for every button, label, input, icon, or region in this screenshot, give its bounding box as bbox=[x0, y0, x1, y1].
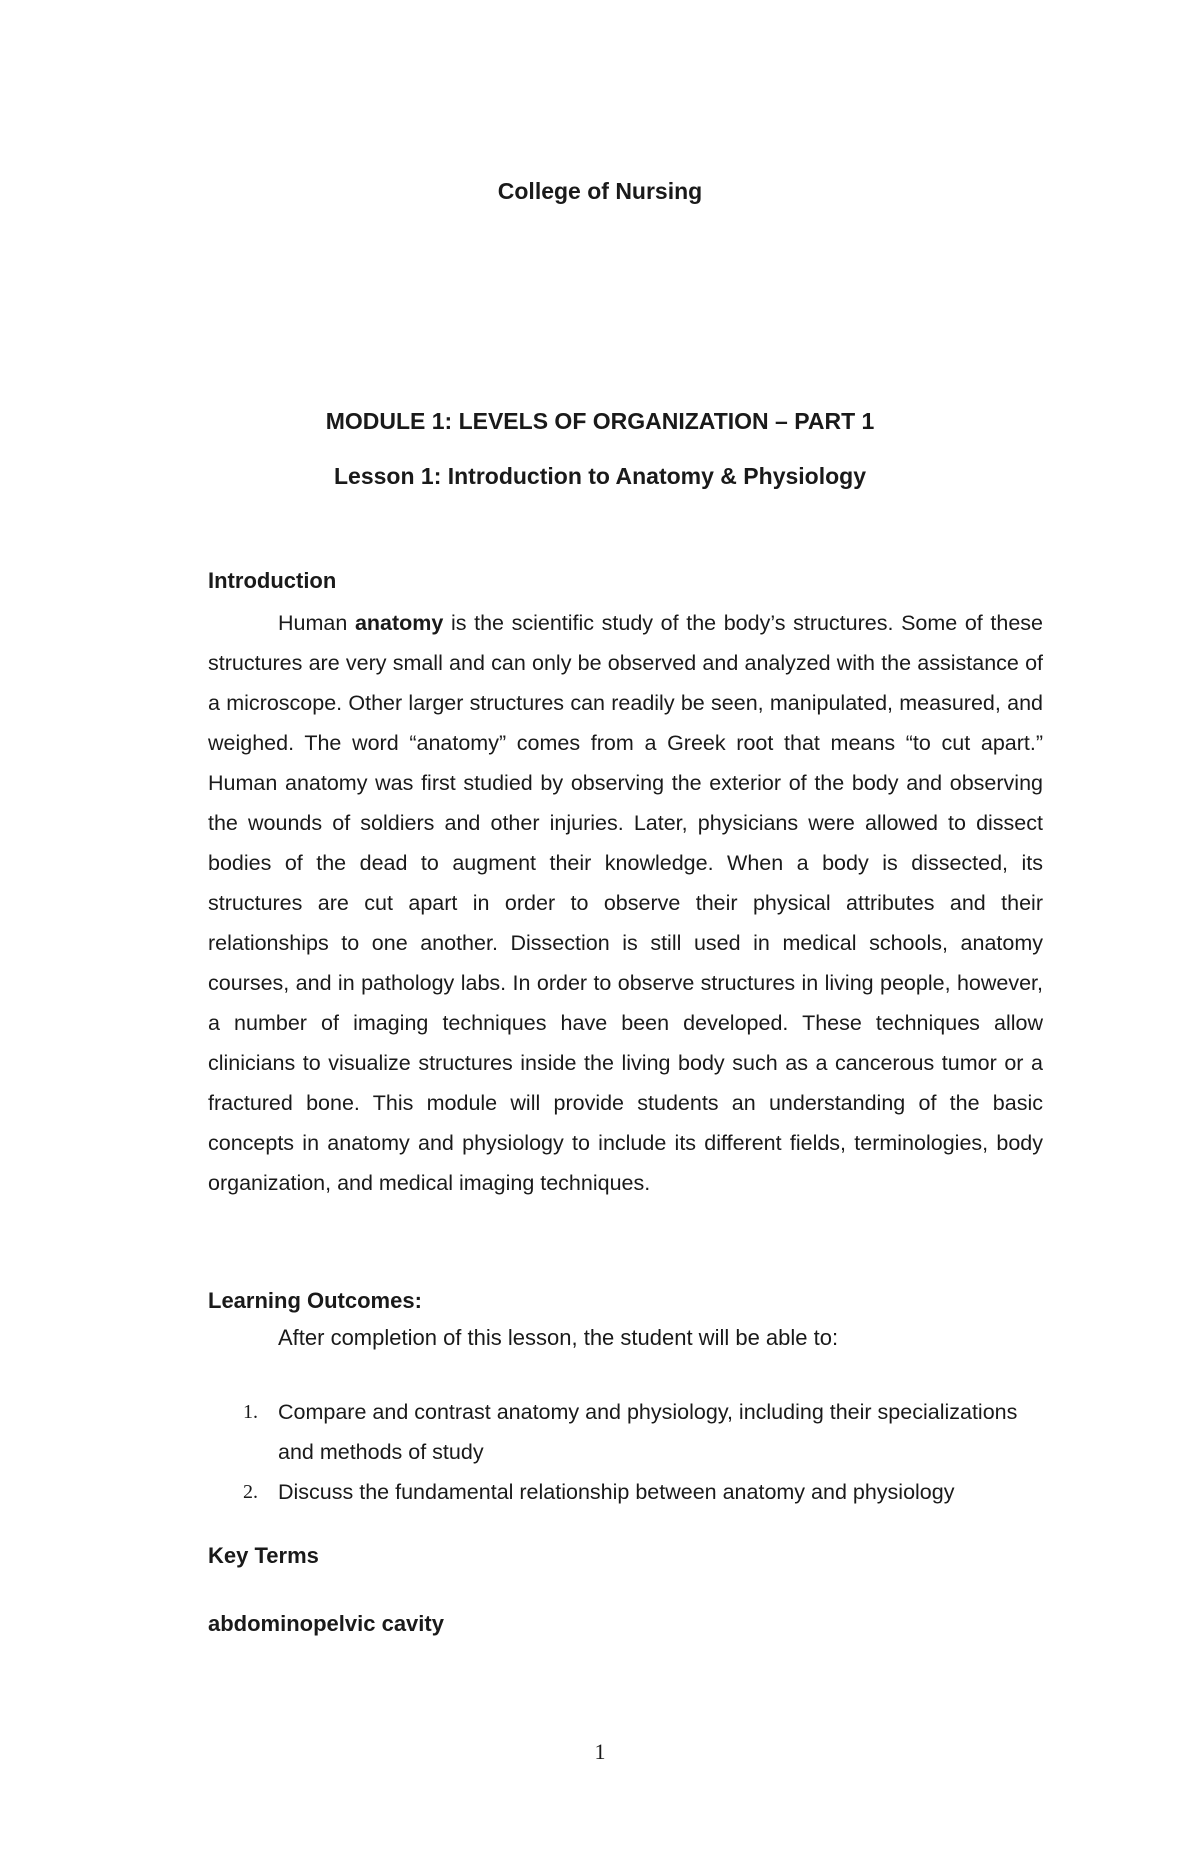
page-number: 1 bbox=[594, 1739, 606, 1764]
lesson-title: Lesson 1: Introduction to Anatomy & Physiology bbox=[333, 463, 866, 489]
module-title: MODULE 1: LEVELS OF ORGANIZATION – PART 1 bbox=[325, 408, 875, 434]
list-item-number: 1. bbox=[243, 1401, 258, 1423]
intro-lead-text: Human bbox=[278, 611, 355, 635]
list-item-text: Discuss the fundamental relationship between anatomy and physiology bbox=[278, 1480, 955, 1504]
list-item-text: Compare and contrast anatomy and physiology, including their specializations and methods of study bbox=[278, 1400, 1018, 1464]
college-name: College of Nursing bbox=[497, 178, 703, 204]
intro-body-text: is the scientific study of the body’s structures. Some of these structures are very small and can only be observed and analyzed with the assistance of a microscope. Other larger structures can readily be seen, manipulated, measured, and weighed. The word “anatomy” comes from a Greek root that means “to cut apart.” Human anatomy was first studied by observing the exterior of the body and observing the wounds of soldiers and other injuries. Later, physicians were allowed to dissect bodies of the dead to augment their knowledge. When a body is dissected, its structures are cut apart in order to observe their physical attributes and their relationships to one another. Dissection is still used in medical schools, anatomy courses, and in pathology labs. In order to observe structures in living people, however, a number of imaging techniques have been developed. These techniques allow clinicians to visualize structures inside the living body such as a cancerous tumor or a fractured bone. This module will provide students an understanding of the basic concepts in anatomy and physiology to include its different fields, terminologies, body organization, and medical imaging techniques. bbox=[208, 611, 1043, 1195]
introduction-heading: Introduction bbox=[208, 568, 337, 593]
learning-outcomes-list bbox=[208, 1392, 1038, 1512]
introduction-paragraph bbox=[208, 603, 1043, 1203]
intro-bold-term: anatomy bbox=[354, 611, 444, 635]
learning-outcomes-lead: After completion of this lesson, the student will be able to: bbox=[278, 1325, 839, 1350]
learning-outcomes-heading: Learning Outcomes: bbox=[208, 1288, 422, 1313]
list-item bbox=[208, 1472, 1038, 1512]
key-terms-heading: Key Terms bbox=[208, 1543, 319, 1568]
key-term: abdominopelvic cavity bbox=[208, 1611, 444, 1636]
list-item bbox=[208, 1392, 1038, 1472]
list-item-number: 2. bbox=[243, 1481, 258, 1503]
